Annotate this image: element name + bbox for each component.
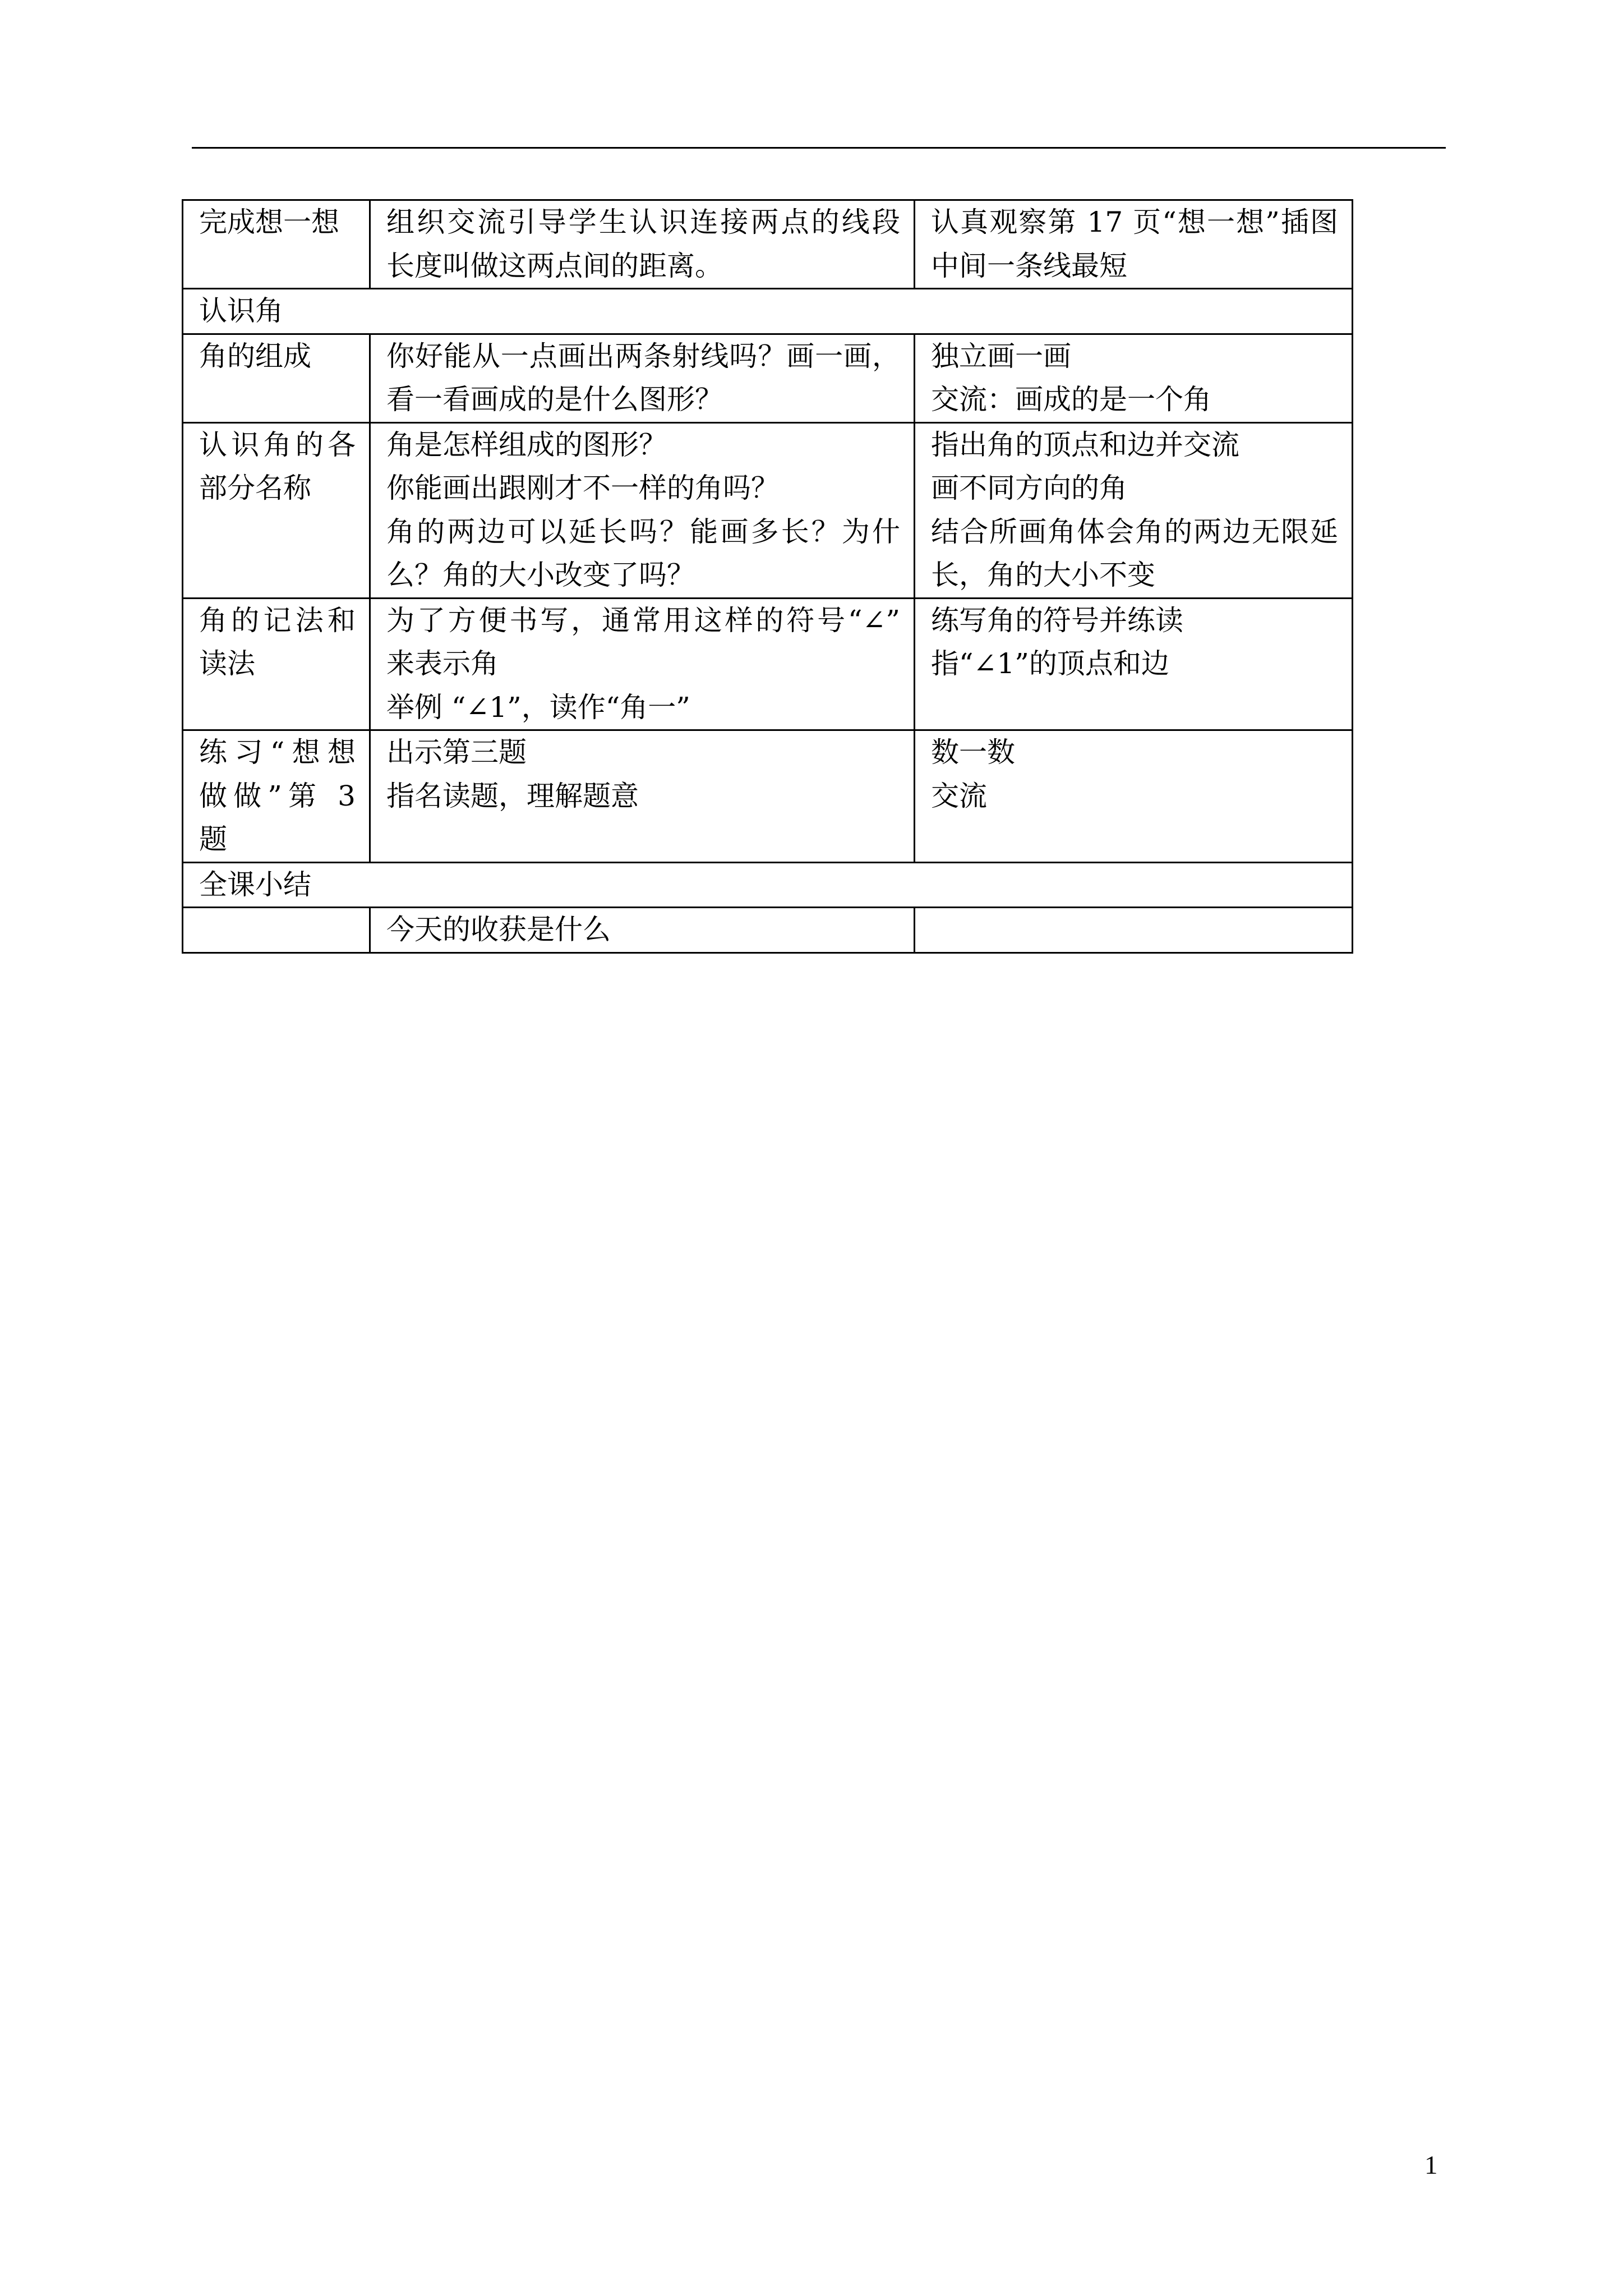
stage-cell <box>183 422 370 598</box>
cell-text-line: 认识角的各 <box>199 428 356 461</box>
student-activity-cell <box>915 334 1353 422</box>
cell-text-line: 长，角的大小不变 <box>931 559 1155 591</box>
cell-text-line: 角的组成 <box>199 339 311 372</box>
cell-text-line: 组织交流引导学生认识连接两点的线段 <box>386 206 900 238</box>
cell-text-line: 结合所画角体会角的两边无限延 <box>931 515 1338 548</box>
teacher-activity-cell <box>370 730 915 863</box>
cell-text-line: 认识角 <box>199 295 283 327</box>
teacher-activity-cell <box>370 422 915 598</box>
cell-text-line: 部分名称 <box>199 472 311 504</box>
table-row <box>183 334 1353 422</box>
cell-text-line: 画不同方向的角 <box>931 472 1127 504</box>
cell-text-line: 做做”第 3 <box>199 779 356 812</box>
cell-text-line: 你好能从一点画出两条射线吗？画一画， <box>386 339 900 372</box>
cell-text-line: 长度叫做这两点间的距离。 <box>386 249 723 282</box>
cell-text-line: 完成想一想 <box>199 206 339 238</box>
section-row <box>183 289 1353 334</box>
cell-text-line: 指出角的顶点和边并交流 <box>931 428 1239 461</box>
student-activity-cell <box>915 908 1353 953</box>
cell-text-line: 交流：画成的是一个角 <box>931 383 1211 416</box>
student-activity-cell <box>915 730 1353 863</box>
page-number: 1 <box>1424 2151 1438 2180</box>
student-activity-cell <box>915 598 1353 730</box>
table-row <box>183 730 1353 863</box>
cell-text-line: 练写角的符号并练读 <box>931 604 1183 637</box>
cell-text-line: 为了方便书写，通常用这样的符号“∠” <box>386 604 900 637</box>
teacher-activity-cell <box>370 598 915 730</box>
teacher-activity-cell <box>370 200 915 289</box>
cell-text-line: 全课小结 <box>199 868 311 901</box>
cell-text-line: 练习“想想 <box>199 736 356 769</box>
cell-text-line: 中间一条线最短 <box>931 249 1127 282</box>
section-heading-cell <box>183 862 1353 908</box>
cell-text-line: 你能画出跟刚才不一样的角吗？ <box>386 472 779 504</box>
cell-text-line: 角的记法和 <box>199 604 356 637</box>
cell-text-line: 指“∠1”的顶点和边 <box>931 647 1169 680</box>
lesson-plan-table <box>182 199 1353 954</box>
cell-text-line: 数一数 <box>931 736 1015 769</box>
section-row <box>183 862 1353 908</box>
stage-cell <box>183 730 370 863</box>
teacher-activity-cell <box>370 908 915 953</box>
cell-text-line: 读法 <box>199 647 255 680</box>
cell-text-line: 么？角的大小改变了吗？ <box>386 559 695 591</box>
section-heading-cell <box>183 289 1353 334</box>
cell-text-line: 举例 “∠1”，读作“角一” <box>386 691 690 724</box>
stage-cell <box>183 334 370 422</box>
stage-cell <box>183 200 370 289</box>
student-activity-cell <box>915 200 1353 289</box>
cell-text-line: 认真观察第 17 页“想一想”插图 <box>931 206 1338 238</box>
teacher-activity-cell <box>370 334 915 422</box>
cell-text-line: 题 <box>199 823 227 855</box>
table-row <box>183 200 1353 289</box>
cell-text-line: 出示第三题 <box>386 736 527 769</box>
cell-text-line: 今天的收获是什么 <box>386 913 611 946</box>
student-activity-cell <box>915 422 1353 598</box>
stage-cell <box>183 598 370 730</box>
table-row <box>183 598 1353 730</box>
cell-text-line: 来表示角 <box>386 647 499 680</box>
table-row <box>183 422 1353 598</box>
cell-text-line: 角的两边可以延长吗？能画多长？为什 <box>386 515 900 548</box>
stage-cell <box>183 908 370 953</box>
cell-text-line: 独立画一画 <box>931 339 1071 372</box>
table-row <box>183 908 1353 953</box>
cell-text-line: 指名读题，理解题意 <box>386 779 639 812</box>
cell-text-line: 看一看画成的是什么图形？ <box>386 383 723 416</box>
cell-text-line: 角是怎样组成的图形？ <box>386 428 667 461</box>
cell-text-line: 交流 <box>931 779 987 812</box>
header-rule <box>192 147 1446 149</box>
lesson-plan-table-body <box>183 200 1353 953</box>
